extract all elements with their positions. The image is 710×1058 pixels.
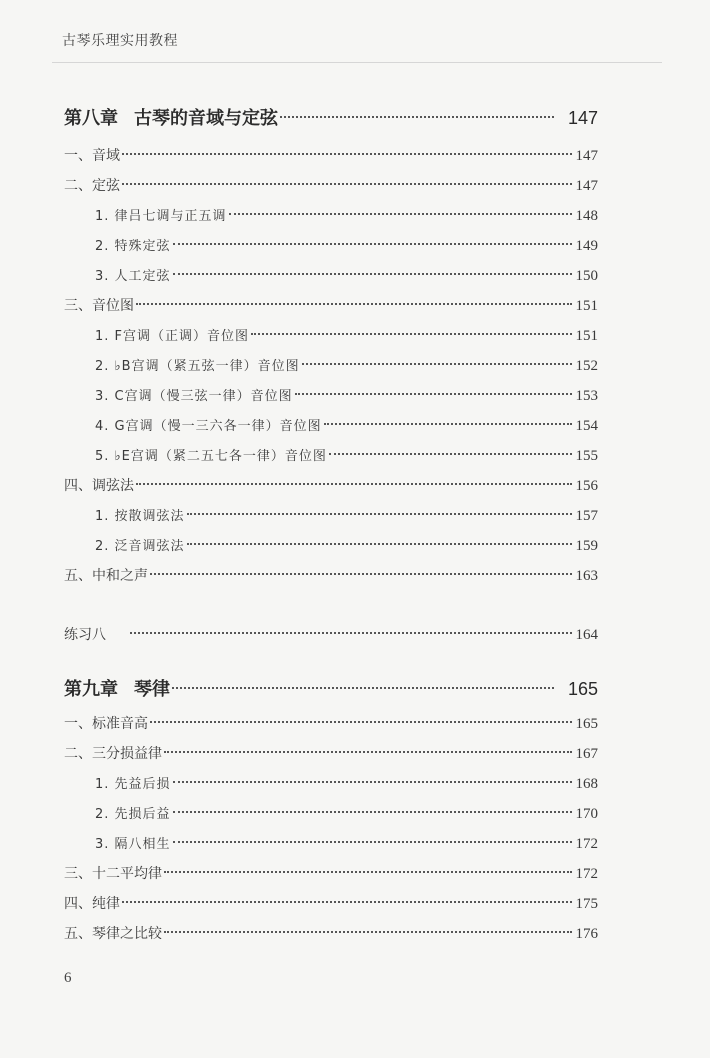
toc-entry-page: 170 <box>575 806 598 822</box>
toc-entry-page: 172 <box>575 836 598 852</box>
dot-leader <box>229 213 572 215</box>
toc-entry-page: 164 <box>575 627 598 643</box>
dot-leader <box>122 153 572 155</box>
dot-leader <box>329 453 572 455</box>
dot-leader <box>130 632 572 634</box>
toc-entry-sub[interactable] <box>95 535 598 555</box>
toc-entry-sub[interactable] <box>95 355 598 375</box>
dot-leader <box>136 483 572 485</box>
dot-leader <box>122 183 572 185</box>
toc-entry-sub[interactable] <box>95 205 598 225</box>
toc-entry-title: 二、定弦 <box>64 178 120 194</box>
toc-entry-page: 147 <box>567 108 598 128</box>
dot-leader <box>280 116 554 118</box>
toc-entry-sub[interactable] <box>95 325 598 345</box>
toc-entry-page: 151 <box>575 328 598 344</box>
dot-leader <box>173 811 572 813</box>
toc-entry-page: 147 <box>575 148 598 164</box>
toc-entry-section[interactable] <box>64 923 598 943</box>
toc-entry-page: 165 <box>567 679 598 699</box>
toc-entry-page: 165 <box>575 716 598 732</box>
dot-leader <box>302 363 572 365</box>
toc-entry-title: 一、音域 <box>64 148 120 164</box>
dot-leader <box>187 513 572 515</box>
toc-entry-section[interactable] <box>64 175 598 195</box>
toc-entry-sub[interactable] <box>95 265 598 285</box>
toc-entry-title: 3. 隔八相生 <box>95 837 171 852</box>
toc-entry-title <box>64 675 170 701</box>
toc-entry-section[interactable] <box>64 863 598 883</box>
dot-leader <box>173 781 572 783</box>
dot-leader <box>173 273 572 275</box>
toc-entry-sub[interactable] <box>95 505 598 525</box>
toc-entry-chapter[interactable] <box>64 675 598 701</box>
toc-entry-sub[interactable] <box>95 773 598 793</box>
dot-leader <box>150 573 572 575</box>
dot-leader <box>136 303 572 305</box>
toc-entry-section[interactable] <box>64 565 598 585</box>
dot-leader <box>251 333 571 335</box>
chapter-number: 第八章 <box>64 108 118 129</box>
dot-leader <box>172 687 554 689</box>
toc-entry-sub[interactable] <box>95 833 598 853</box>
toc-entry-page: 154 <box>575 418 598 434</box>
toc-entry-sub[interactable] <box>95 385 598 405</box>
toc-entry-title <box>64 104 278 130</box>
toc-entry-page: 156 <box>575 478 598 494</box>
chapter-number: 第九章 <box>64 679 118 700</box>
toc-entry-page: 176 <box>575 926 598 942</box>
toc-entry-sub[interactable] <box>95 445 598 465</box>
toc-entry-exercise[interactable] <box>64 624 598 644</box>
chapter-title: 琴律 <box>134 679 170 700</box>
toc-entry-title: 二、三分损益律 <box>64 746 162 762</box>
toc-entry-sub[interactable] <box>95 803 598 823</box>
toc-entry-page: 150 <box>575 268 598 284</box>
toc-entry-chapter[interactable] <box>64 104 598 130</box>
chapter-title: 古琴的音域与定弦 <box>134 108 278 129</box>
dot-leader <box>164 931 572 933</box>
toc-entry-page: 175 <box>575 896 598 912</box>
toc-entry-page: 159 <box>575 538 598 554</box>
dot-leader <box>173 841 572 843</box>
page-number: 6 <box>64 970 72 986</box>
toc-entry-title: 三、音位图 <box>64 298 134 314</box>
toc-entry-title: 5. ♭E宫调（紧二五七各一律）音位图 <box>95 449 327 464</box>
toc-entry-page: 152 <box>575 358 598 374</box>
toc-entry-section[interactable] <box>64 295 598 315</box>
dot-leader <box>122 901 572 903</box>
dot-leader <box>187 543 572 545</box>
toc-entry-page: 157 <box>575 508 598 524</box>
toc-entry-title: 3. C宫调（慢三弦一律）音位图 <box>95 389 293 404</box>
toc-entry-title: 1. 按散调弦法 <box>95 509 185 524</box>
toc-entry-title: 2. ♭B宫调（紧五弦一律）音位图 <box>95 359 300 374</box>
dot-leader <box>150 721 572 723</box>
toc-entry-title: 4. G宫调（慢一三六各一律）音位图 <box>95 419 322 434</box>
toc-entry-title: 四、纯律 <box>64 896 120 912</box>
toc-entry-title: 五、中和之声 <box>64 568 148 584</box>
toc-entry-title: 三、十二平均律 <box>64 866 162 882</box>
toc-entry-section[interactable] <box>64 713 598 733</box>
dot-leader <box>324 423 572 425</box>
toc-entry-page: 163 <box>575 568 598 584</box>
toc-entry-sub[interactable] <box>95 415 598 435</box>
dot-leader <box>164 751 572 753</box>
toc-entry-page: 155 <box>575 448 598 464</box>
toc-entry-page: 172 <box>575 866 598 882</box>
toc-entry-page: 151 <box>575 298 598 314</box>
toc-entry-page: 167 <box>575 746 598 762</box>
toc-entry-title: 2. 泛音调弦法 <box>95 539 185 554</box>
toc-entry-section[interactable] <box>64 475 598 495</box>
toc-entry-section[interactable] <box>64 145 598 165</box>
toc-entry-title: 2. 先损后益 <box>95 807 171 822</box>
header-rule <box>52 62 662 63</box>
toc-entry-page: 168 <box>575 776 598 792</box>
toc-entry-title: 四、调弦法 <box>64 478 134 494</box>
toc-entry-section[interactable] <box>64 743 598 763</box>
dot-leader <box>164 871 572 873</box>
toc-entry-page: 148 <box>575 208 598 224</box>
toc-entry-title: 2. 特殊定弦 <box>95 239 171 254</box>
toc-entry-title: 练习八 <box>64 627 106 643</box>
toc-entry-title: 3. 人工定弦 <box>95 269 171 284</box>
running-head: 古琴乐理实用教程 <box>62 33 178 49</box>
toc-entry-page: 153 <box>575 388 598 404</box>
toc-entry-section[interactable] <box>64 893 598 913</box>
toc-entry-title: 1. F宫调（正调）音位图 <box>95 329 250 344</box>
dot-leader <box>173 243 572 245</box>
toc-entry-title: 1. 先益后损 <box>95 777 171 792</box>
toc-entry-title: 五、琴律之比较 <box>64 926 162 942</box>
toc-entry-page: 147 <box>575 178 598 194</box>
toc-entry-sub[interactable] <box>95 235 598 255</box>
toc-entry-page: 149 <box>575 238 598 254</box>
toc-entry-title: 1. 律吕七调与正五调 <box>95 209 227 224</box>
dot-leader <box>295 393 572 395</box>
toc-entry-title: 一、标准音高 <box>64 716 148 732</box>
